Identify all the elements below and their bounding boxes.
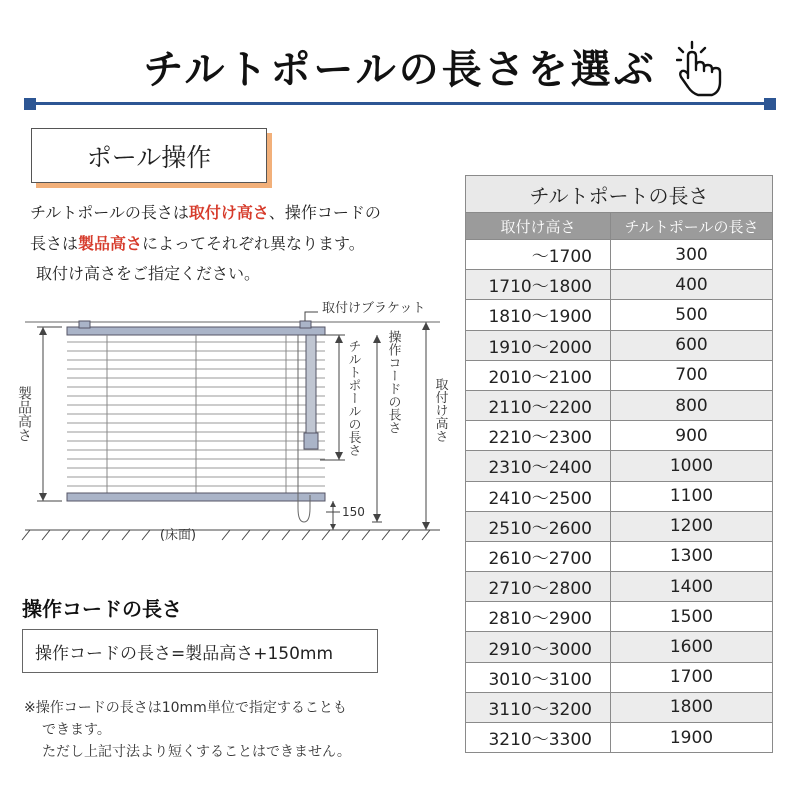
table-body [466, 240, 773, 753]
table-row [466, 692, 773, 722]
desc-highlight-mount-height: 取付け高さ [188, 203, 269, 222]
mount-height-cell: 1710～1800 [466, 270, 611, 300]
mount-height-cell: 3010～3100 [466, 662, 611, 692]
table-row [466, 723, 773, 753]
mount-height-cell: 3110～3200 [466, 692, 611, 722]
table-row [466, 240, 773, 270]
underline-end-left [24, 98, 36, 110]
table-row [466, 632, 773, 662]
description-line-1 [30, 200, 381, 223]
desc-text: によってそれぞれ異なります。 [142, 234, 365, 253]
underline-end-right [764, 98, 776, 110]
header-mount-height: 取付け高さ [466, 213, 611, 240]
table-row [466, 572, 773, 602]
cord-length-label: 操作コードの長さ [385, 330, 401, 434]
mount-height-cell: 2810～2900 [466, 602, 611, 632]
product-height-label: 製品高さ [16, 386, 32, 442]
mount-height-label: 取付け高さ [432, 377, 448, 443]
tilt-pole-length-label: チルトポールの長さ [345, 339, 361, 457]
table-row [466, 300, 773, 330]
table-row [466, 390, 773, 420]
title-underline [30, 102, 770, 105]
note-line-2: できます。 [42, 722, 111, 738]
pole-length-cell: 400 [611, 270, 773, 300]
table-row [466, 330, 773, 360]
cord-formula-box [22, 629, 378, 673]
description-line-2 [30, 231, 365, 254]
tilt-pole-length-table [465, 175, 773, 753]
page-title-text: チルトポールの長さを選ぶ [143, 47, 657, 93]
mount-height-cell: 2310～2400 [466, 451, 611, 481]
mount-height-cell: 2210～2300 [466, 421, 611, 451]
note-line-1: ※操作コードの長さは10mm単位で指定することも [24, 700, 347, 716]
table-row [466, 541, 773, 571]
table-row [466, 270, 773, 300]
table-title: チルトポートの長さ [466, 176, 773, 213]
cord-length-heading: 操作コードの長さ [22, 597, 182, 621]
mount-height-cell: 2410～2500 [466, 481, 611, 511]
table-row [466, 511, 773, 541]
clearance-label: 150 [342, 505, 365, 519]
section-heading-box [31, 128, 267, 183]
pole-length-cell: 1400 [611, 572, 773, 602]
table-row [466, 360, 773, 390]
pole-length-cell: 600 [611, 330, 773, 360]
table-row [466, 481, 773, 511]
desc-text: チルトポールの長さは [30, 203, 189, 222]
section-heading: ポール操作 [86, 142, 212, 172]
mount-height-cell: ～1700 [466, 240, 611, 270]
pole-length-cell: 1100 [611, 481, 773, 511]
mount-height-cell: 2910～3000 [466, 632, 611, 662]
pole-length-cell: 1600 [611, 632, 773, 662]
pole-length-cell: 700 [611, 360, 773, 390]
pole-length-cell: 1700 [611, 662, 773, 692]
table-row [466, 451, 773, 481]
note-line-3: ただし上記寸法より短くすることはできません。 [42, 744, 351, 760]
pole-length-cell: 900 [611, 421, 773, 451]
mount-height-cell: 2610～2700 [466, 541, 611, 571]
mount-height-cell: 1810～1900 [466, 300, 611, 330]
mount-height-cell: 3210～3300 [466, 723, 611, 753]
header-pole-length: チルトポールの長さ [611, 213, 773, 240]
cord-formula: 操作コードの長さ=製品高さ+150mm [35, 643, 334, 664]
blind-diagram [0, 290, 450, 550]
pole-length-cell: 1000 [611, 451, 773, 481]
pole-length-cell: 500 [611, 300, 773, 330]
pole-length-cell: 1500 [611, 602, 773, 632]
hand-pointer-icon [676, 40, 726, 98]
mount-height-cell: 2510～2600 [466, 511, 611, 541]
pole-length-cell: 1300 [611, 541, 773, 571]
desc-highlight-product-height: 製品高さ [78, 234, 143, 253]
pole-length-cell: 1800 [611, 692, 773, 722]
table-row [466, 421, 773, 451]
mount-height-cell: 2010～2100 [466, 360, 611, 390]
pole-length-cell: 1900 [611, 723, 773, 753]
desc-text: 取付け高さをご指定ください。 [36, 264, 261, 283]
pole-length-cell: 300 [611, 240, 773, 270]
desc-text: 、操作コードの [268, 203, 381, 222]
mount-height-cell: 1910～2000 [466, 330, 611, 360]
desc-text: 長さは [30, 234, 79, 253]
mount-height-cell: 2710～2800 [466, 572, 611, 602]
table-row [466, 662, 773, 692]
floor-label: (床面) [159, 528, 197, 543]
table-row [466, 602, 773, 632]
pole-length-cell: 800 [611, 390, 773, 420]
description-line-3 [36, 261, 260, 284]
pole-length-cell: 1200 [611, 511, 773, 541]
mount-height-cell: 2110～2200 [466, 390, 611, 420]
bracket-label: 取付けブラケット [322, 301, 426, 316]
